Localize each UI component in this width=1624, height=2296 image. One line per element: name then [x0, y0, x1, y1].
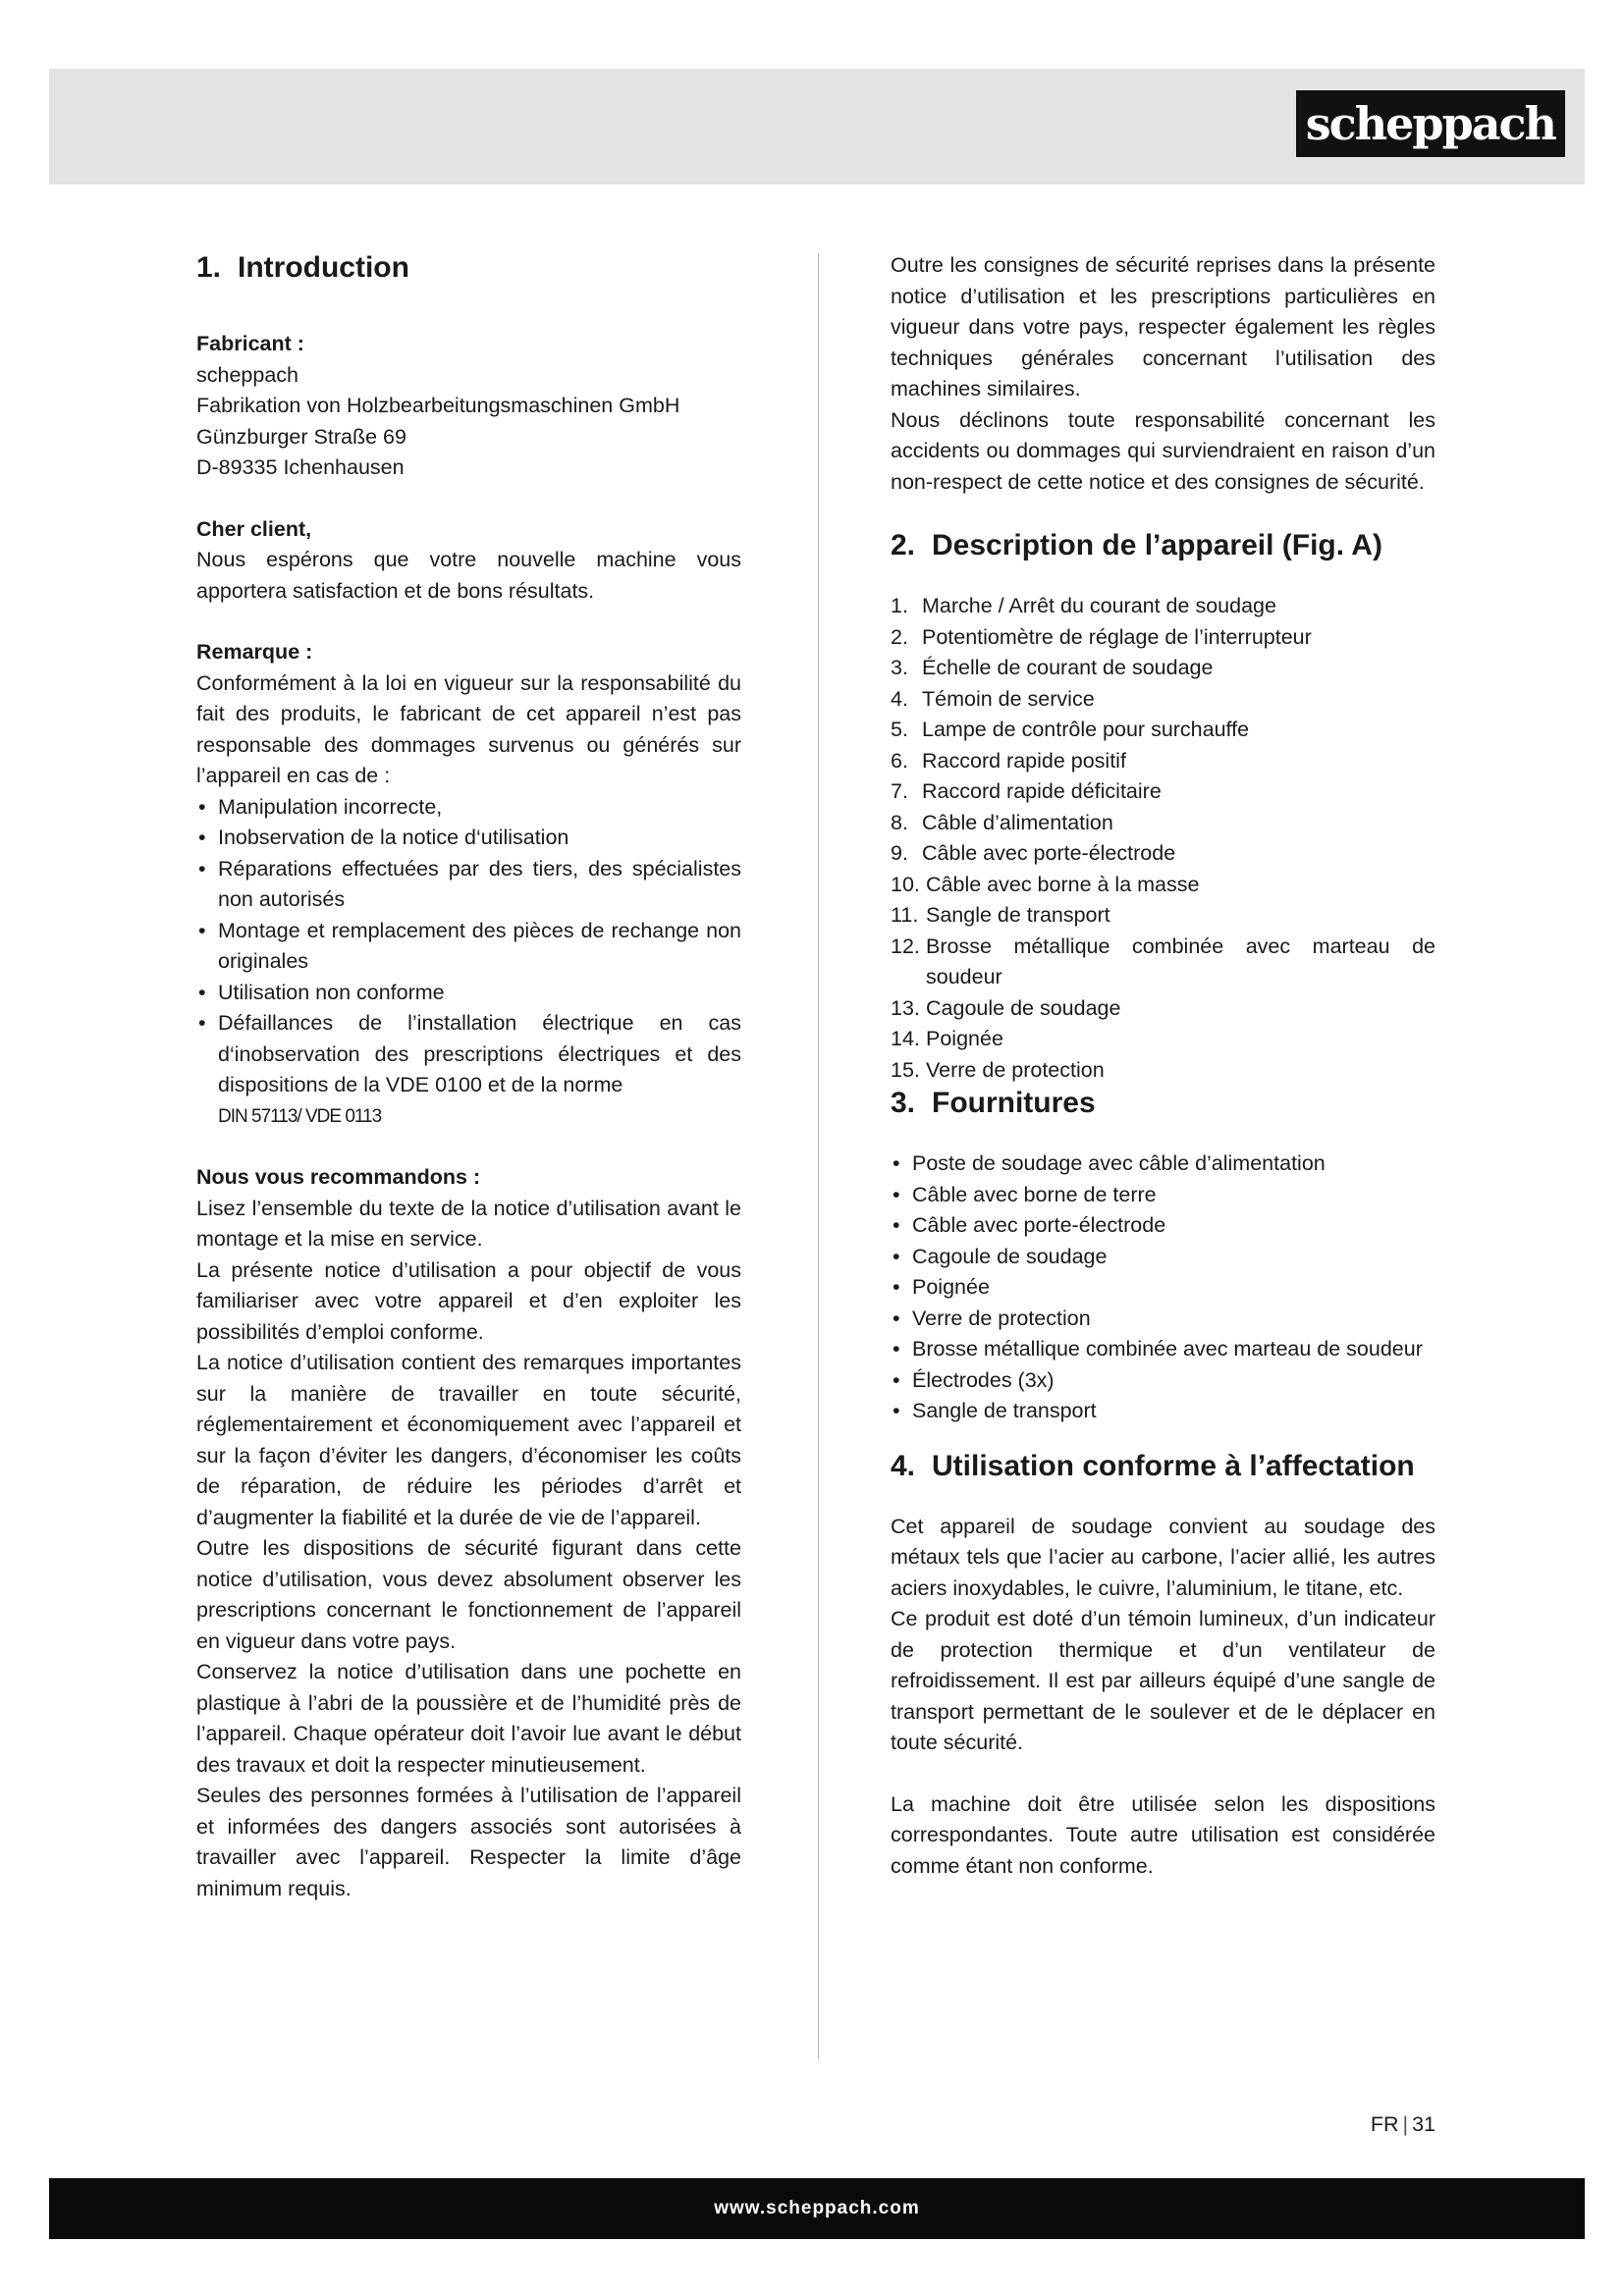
manufacturer-block: [196, 329, 741, 484]
usage-block: [891, 1512, 1435, 1759]
item-text: Poignée: [926, 1027, 1003, 1050]
intro-continued: [891, 250, 1435, 498]
item-text: Verre de protection: [926, 1057, 1105, 1082]
item-text: Échelle de courant de soudage: [922, 656, 1214, 679]
item-number: 11.: [891, 903, 919, 927]
page-number: [1371, 2112, 1435, 2137]
recommend-block: [196, 1162, 741, 1904]
paragraph: Seules des personnes formées à l’utilisation de l’appareil et informées des dangers associés sont autorisées à travailler avec l’appareil. Respecter la limite d’âge minimum requis.: [196, 1784, 741, 1900]
list-item: • Poste de soudage avec câble d’alimentation: [891, 1148, 1435, 1180]
item-number: 7.: [891, 779, 908, 803]
list-item: • Câble avec borne de terre: [891, 1180, 1435, 1211]
item-text: Marche / Arrêt du courant de soudage: [922, 594, 1276, 617]
page-number-value: 31: [1412, 2112, 1435, 2136]
list-item: • Défaillances de l’installation électrique en cas d‘inobservation des prescriptions électriques et des dispositions de la VDE 0100 et de la norme: [196, 1008, 741, 1101]
manufacturer-line: Günzburger Straße 69: [196, 424, 406, 449]
list-item: [891, 900, 1435, 932]
section-title: Fournitures: [932, 1087, 1096, 1119]
column-divider: [818, 253, 819, 2059]
note-bullet-list: [196, 792, 741, 1101]
paragraph: Nous déclinons toute responsabilité concernant les accidents ou dommages qui surviendraient en raison d’un non-respect de cette notice et des consignes de sécurité.: [891, 407, 1435, 494]
list-item: [891, 993, 1435, 1025]
list-item: [891, 591, 1435, 622]
list-item: [891, 622, 1435, 654]
item-text: Cagoule de soudage: [926, 995, 1121, 1020]
list-item: [891, 1055, 1435, 1087]
paragraph: Outre les dispositions de sécurité figurant dans cette notice d’utilisation, vous devez absolument observer les prescriptions concernant le fonctionnement de l’appareil en vigueur dans votre pays.: [196, 1536, 741, 1653]
list-item: • Verre de protection: [891, 1304, 1435, 1335]
list-item: • Manipulation incorrecte,: [196, 792, 741, 824]
item-number: 2.: [891, 624, 908, 649]
recommend-label: Nous vous recommandons :: [196, 1165, 481, 1189]
section-2-heading: [891, 528, 1435, 563]
paragraph: Outre les consignes de sécurité reprises dans la présente notice d’utilisation et les prescriptions particulières en vigueur dans votre pays, respecter également les règles techniques générales concernant l’utilisation des machines similaires.: [891, 253, 1435, 400]
page-separator: |: [1402, 2112, 1409, 2136]
item-text: Raccord rapide positif: [922, 748, 1126, 773]
item-number: 13.: [891, 995, 920, 1020]
note-label: Remarque :: [196, 640, 313, 664]
manufacturer-line: D-89335 Ichenhausen: [196, 455, 405, 479]
section-number: 4.: [891, 1449, 916, 1482]
paragraph: Conservez la notice d’utilisation dans une pochette en plastique à l’abri de la poussière et de l’humidité près de l’appareil. Chaque opérateur doit l’avoir lue avant le début des travaux et doit la respecter minutieusement.: [196, 1660, 741, 1777]
item-number: 8.: [891, 810, 908, 834]
website-link[interactable]: www.scheppach.com: [714, 2198, 920, 2218]
list-item: [891, 870, 1435, 901]
section-1-heading: [196, 250, 741, 286]
list-item: • Électrodes (3x): [891, 1365, 1435, 1397]
right-column: [891, 250, 1435, 1882]
item-text: Câble avec porte-électrode: [922, 841, 1176, 865]
list-item: [891, 653, 1435, 684]
list-item: • Sangle de transport: [891, 1396, 1435, 1427]
list-item: • Inobservation de la notice d‘utilisation: [196, 823, 741, 854]
note-block: [196, 637, 741, 1132]
list-item: • Poignée: [891, 1272, 1435, 1304]
item-text: Raccord rapide déficitaire: [922, 779, 1162, 803]
item-number: 15.: [891, 1057, 920, 1082]
item-text: Câble avec borne à la masse: [926, 872, 1200, 896]
paragraph: Cet appareil de soudage convient au soudage des métaux tels que l’acier au carbone, l’acier allié, les autres aciers inoxydables, le cuivre, l’aluminium, le titane, etc.: [891, 1514, 1435, 1600]
item-number: 4.: [891, 686, 908, 711]
list-item: • Brosse métallique combinée avec marteau de soudeur: [891, 1334, 1435, 1365]
list-item: • Montage et remplacement des pièces de rechange non originales: [196, 916, 741, 978]
section-title: Introduction: [238, 251, 409, 284]
item-number: 10.: [891, 872, 920, 896]
left-column: [196, 250, 741, 1904]
footer-band: [49, 2178, 1585, 2239]
dear-customer-block: [196, 514, 741, 608]
paragraph: La machine doit être utilisée selon les dispositions correspondantes. Toute autre utilisation est considérée comme étant non conforme.: [891, 1791, 1435, 1878]
description-list: [891, 591, 1435, 1086]
item-text: Lampe de contrôle pour surchauffe: [922, 718, 1250, 741]
manufacturer-label: Fabricant :: [196, 332, 304, 355]
list-item: • Réparations effectuées par des tiers, des spécialistes non autorisés: [196, 854, 741, 916]
section-number: 1.: [196, 251, 222, 284]
section-number: 3.: [891, 1087, 916, 1119]
section-title: Utilisation conforme à l’affectation: [932, 1449, 1415, 1482]
list-item: [891, 684, 1435, 716]
dear-customer-label: Cher client,: [196, 516, 312, 541]
item-number: 6.: [891, 748, 908, 773]
list-item: • Câble avec porte-électrode: [891, 1210, 1435, 1242]
paragraph: La présente notice d’utilisation a pour objectif de vous familiariser avec votre appareil et d’en exploiter les possibilités d’emploi conforme.: [196, 1257, 741, 1344]
list-item: [891, 776, 1435, 808]
section-4-heading: [891, 1449, 1435, 1484]
dear-customer-text: Nous espérons que votre nouvelle machine vous apportera satisfaction et de bons résultats.: [196, 548, 741, 603]
list-item: • Cagoule de soudage: [891, 1242, 1435, 1273]
item-text: Sangle de transport: [926, 903, 1110, 927]
item-number: 5.: [891, 718, 908, 741]
item-number: 9.: [891, 841, 908, 865]
note-text: Conformément à la loi en vigueur sur la responsabilité du fait des produits, le fabricant de cet appareil n’est pas responsable des dommages survenus ou générés sur l’appareil en cas de :: [196, 670, 741, 787]
supplies-list: [891, 1148, 1435, 1427]
item-text: Potentiomètre de réglage de l’interrupteur: [922, 624, 1312, 649]
scheppach-logo: scheppach: [1296, 90, 1565, 157]
item-text: Brosse métallique combinée avec marteau de soudeur: [926, 934, 1435, 988]
paragraph: Lisez l’ensemble du texte de la notice d’utilisation avant le montage et la mise en service.: [196, 1196, 741, 1251]
manufacturer-line: scheppach: [196, 362, 298, 387]
item-number: 1.: [891, 594, 908, 617]
item-number: 12.: [891, 934, 920, 958]
paragraph: La notice d’utilisation contient des remarques importantes sur la manière de travailler en toute sécurité, réglementairement et économiquement avec l’appareil et sur la façon d’éviter les dangers, d’économiser les coûts de réparation, de réduire les périodes d’arrêt et d’augmenter la fiabilité et la durée de vie de l’appareil.: [196, 1351, 741, 1529]
item-number: 14.: [891, 1027, 920, 1050]
item-number: 3.: [891, 656, 908, 679]
section-title: Description de l’appareil (Fig. A): [932, 529, 1382, 561]
list-item: [891, 808, 1435, 839]
list-item: [891, 746, 1435, 777]
manufacturer-line: Fabrikation von Holzbearbeitungsmaschinen GmbH: [196, 394, 680, 417]
list-item: [891, 838, 1435, 870]
norm-reference: DIN 57113/ VDE 0113: [218, 1105, 382, 1127]
header-band: [49, 69, 1585, 185]
list-item: [891, 1024, 1435, 1055]
list-item: [891, 715, 1435, 746]
list-item: [891, 932, 1435, 993]
item-text: Câble d’alimentation: [922, 810, 1113, 834]
language-code: FR: [1370, 2112, 1399, 2136]
item-text: Témoin de service: [922, 686, 1095, 711]
section-number: 2.: [891, 529, 916, 561]
section-3-heading: [891, 1086, 1435, 1121]
paragraph: Ce produit est doté d’un témoin lumineux, d’un indicateur de protection thermique et d’un ventilateur de refroidissement. Il est par ailleurs équipé d’une sangle de transport permettant de le soulever et de le déplacer en toute sécurité.: [891, 1607, 1435, 1754]
list-item: • Utilisation non conforme: [196, 978, 741, 1009]
